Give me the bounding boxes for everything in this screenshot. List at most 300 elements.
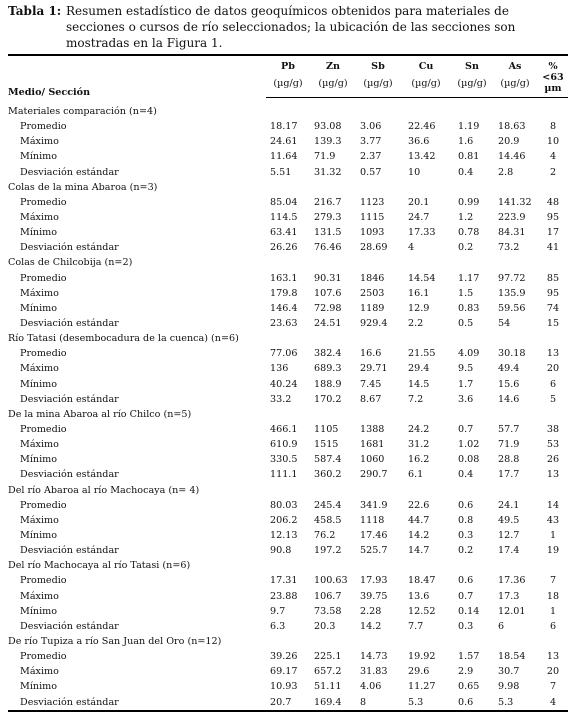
value-cell: 29.6	[408, 666, 430, 678]
value-cell: 2.2	[408, 318, 424, 330]
value-cell: 3.6	[458, 393, 474, 405]
value-cell: 4	[408, 242, 415, 254]
value-cell: 0.57	[360, 166, 382, 178]
value-cell: 28.69	[360, 242, 388, 254]
value-cell: 13	[546, 651, 560, 663]
table-row	[8, 619, 568, 634]
value-cell: 6.3	[270, 620, 286, 632]
value-cell: 12.7	[498, 530, 520, 541]
value-cell: 5.51	[270, 166, 292, 178]
value-cell: 22.46	[408, 121, 436, 133]
value-cell: 135.9	[498, 287, 526, 299]
value-cell: 97.72	[498, 272, 526, 284]
table-row	[8, 195, 568, 210]
stat-label: Desviación estándar	[20, 620, 119, 632]
value-cell: 0.78	[458, 227, 480, 239]
value-cell: 1.5	[458, 287, 474, 299]
section-title: Río Tatasi (desembocadura de la cuenca) (n=6)	[8, 333, 239, 345]
value-cell: 20	[546, 363, 560, 375]
value-cell: 114.5	[270, 212, 298, 224]
stat-label: Mínimo	[20, 530, 58, 541]
table-row	[8, 301, 568, 316]
stat-label: Desviación estándar	[20, 318, 119, 330]
header-sb: Sb	[356, 55, 400, 72]
value-cell: 341.9	[360, 499, 388, 511]
value-cell: 20	[546, 666, 560, 678]
stat-label: Máximo	[20, 136, 59, 148]
table-row	[8, 604, 568, 619]
table-row	[8, 149, 568, 164]
value-cell: 1.2	[458, 212, 474, 224]
value-cell: 1.57	[458, 651, 480, 663]
unit-pb: (µg/g)	[266, 72, 310, 98]
value-cell: 107.6	[314, 287, 342, 299]
value-cell: 16.2	[408, 454, 430, 466]
value-cell: 279.3	[314, 212, 342, 224]
value-cell: 77.06	[270, 348, 298, 360]
value-cell: 16.6	[360, 348, 382, 360]
header-percent: %	[538, 55, 568, 72]
value-cell: 5.3	[400, 694, 452, 710]
value-cell: 19	[546, 545, 560, 557]
table-row	[8, 573, 568, 588]
table-row	[8, 452, 568, 467]
table-row	[8, 316, 568, 331]
value-cell: 1093	[360, 227, 385, 239]
value-cell: 24.7	[408, 212, 430, 224]
value-cell: 6	[498, 620, 505, 632]
value-cell: 0.6	[458, 499, 474, 511]
value-cell: 59.56	[498, 302, 526, 314]
section-row	[8, 407, 568, 422]
stat-label: Desviación estándar	[20, 242, 119, 254]
value-cell: 85.04	[270, 196, 298, 208]
value-cell: 12.9	[408, 302, 430, 314]
table-row	[8, 664, 568, 679]
value-cell: 12.01	[498, 605, 526, 617]
value-cell: 71.9	[314, 151, 336, 163]
value-cell: 0.65	[458, 681, 480, 693]
table-row	[8, 392, 568, 407]
table-row	[8, 694, 568, 710]
value-cell: 9.98	[498, 681, 520, 693]
value-cell: 1105	[314, 424, 339, 436]
value-cell: 13	[546, 348, 560, 360]
stat-label: Máximo	[20, 212, 59, 224]
value-cell: 106.7	[314, 590, 342, 602]
stat-label: Promedio	[20, 196, 67, 208]
section-row	[8, 104, 568, 119]
value-cell: 36.6	[408, 136, 430, 148]
header-pb: Pb	[266, 55, 310, 72]
value-cell: 216.7	[314, 196, 342, 208]
value-cell: 163.1	[270, 272, 298, 284]
value-cell: 18.54	[498, 651, 526, 663]
value-cell: 10	[408, 166, 421, 178]
value-cell: 0.5	[458, 318, 474, 330]
value-cell: 24.51	[314, 318, 342, 330]
value-cell: 76.46	[314, 242, 342, 254]
value-cell: 39.75	[360, 590, 388, 602]
table-row	[8, 346, 568, 361]
value-cell: 330.5	[270, 454, 298, 466]
table-body	[8, 98, 568, 711]
value-cell: 84.31	[498, 227, 526, 239]
table-row	[8, 165, 568, 180]
header-sn: Sn	[452, 55, 492, 72]
table-caption	[8, 3, 568, 51]
section-row	[8, 180, 568, 195]
value-cell: 26	[546, 454, 560, 466]
value-cell: 3.06	[360, 121, 382, 133]
value-cell: 0.4	[458, 469, 474, 481]
stat-label: Promedio	[20, 575, 67, 587]
value-cell: 24.1	[498, 499, 520, 511]
value-cell: 17.46	[360, 530, 388, 541]
value-cell: 587.4	[314, 454, 342, 466]
value-cell: 7	[549, 575, 557, 587]
value-cell: 54	[498, 318, 511, 330]
table-row	[8, 240, 568, 255]
value-cell: 14.7	[408, 545, 430, 557]
section-row	[8, 255, 568, 270]
table-row	[8, 210, 568, 225]
value-cell: 13.42	[408, 151, 436, 163]
value-cell: 1388	[360, 424, 385, 436]
value-cell: 0.81	[458, 151, 480, 163]
value-cell: 33.2	[270, 393, 292, 405]
table-row	[8, 422, 568, 437]
stat-label: Mínimo	[20, 681, 58, 693]
value-cell: 76.2	[314, 530, 336, 541]
value-cell: 2503	[360, 287, 385, 299]
section-title: De la mina Abaroa al río Chilco (n=5)	[8, 408, 192, 420]
value-cell: 43	[546, 514, 560, 526]
value-cell: 23.63	[270, 318, 298, 330]
stat-label: Promedio	[20, 499, 67, 511]
value-cell: 48	[546, 196, 560, 208]
value-cell: 0.7	[458, 590, 474, 602]
stat-label: Mínimo	[20, 454, 58, 466]
stat-label: Mínimo	[20, 378, 58, 390]
value-cell: 6	[549, 620, 557, 632]
value-cell: 40.24	[270, 378, 298, 390]
value-cell: 73.2	[498, 242, 520, 254]
table-row	[8, 271, 568, 286]
table-row	[8, 286, 568, 301]
table-row	[8, 543, 568, 558]
header-row-names	[8, 55, 568, 72]
value-cell: 206.2	[270, 514, 298, 526]
value-cell: 38	[546, 424, 560, 436]
value-cell: 1123	[360, 196, 385, 208]
value-cell: 0.2	[458, 545, 474, 557]
value-cell: 8	[549, 121, 557, 133]
value-cell: 179.8	[270, 287, 298, 299]
unit-fraction: <63 µm	[538, 72, 568, 98]
value-cell: 13	[546, 469, 560, 481]
section-title: Del río Abaroa al río Machocaya (n= 4)	[8, 484, 200, 496]
value-cell: 1.6	[458, 136, 474, 148]
stat-label: Desviación estándar	[20, 393, 119, 405]
value-cell: 24.2	[408, 424, 430, 436]
value-cell: 382.4	[314, 348, 342, 360]
stat-label: Máximo	[20, 287, 59, 299]
value-cell: 11.64	[270, 151, 298, 163]
stat-label: Máximo	[20, 666, 59, 678]
value-cell: 2.8	[498, 166, 514, 178]
stat-label: Desviación estándar	[8, 694, 266, 710]
value-cell: 17.93	[360, 575, 388, 587]
stat-label: Promedio	[20, 424, 67, 436]
value-cell: 0.2	[458, 242, 474, 254]
stat-label: Mínimo	[20, 302, 58, 314]
value-cell: 7.7	[408, 620, 424, 632]
table-row	[8, 225, 568, 240]
value-cell: 11.27	[408, 681, 436, 693]
value-cell: 929.4	[360, 318, 388, 330]
stat-label: Promedio	[20, 651, 67, 663]
value-cell: 20.3	[314, 620, 336, 632]
value-cell: 44.7	[408, 514, 430, 526]
value-cell: 170.2	[314, 393, 342, 405]
value-cell: 95	[546, 287, 560, 299]
value-cell: 657.2	[314, 666, 342, 678]
value-cell: 1	[549, 530, 557, 541]
value-cell: 7.45	[360, 378, 382, 390]
value-cell: 53	[546, 439, 560, 451]
stat-label: Desviación estándar	[20, 545, 119, 557]
stat-label: Máximo	[20, 590, 59, 602]
table-row	[8, 119, 568, 134]
value-cell: 10.93	[270, 681, 298, 693]
value-cell: 4.06	[360, 681, 382, 693]
value-cell: 20.7	[266, 694, 310, 710]
value-cell: 17.7	[498, 469, 520, 481]
value-cell: 136	[270, 363, 289, 375]
value-cell: 71.9	[498, 439, 520, 451]
table-row	[8, 134, 568, 149]
value-cell: 17	[546, 227, 560, 239]
value-cell: 1681	[360, 439, 385, 451]
value-cell: 1.17	[458, 272, 480, 284]
section-title: Colas de Chilcobija (n=2)	[8, 257, 133, 269]
value-cell: 360.2	[314, 469, 342, 481]
value-cell: 131.5	[314, 227, 342, 239]
section-row	[8, 483, 568, 498]
value-cell: 111.1	[270, 469, 298, 481]
value-cell: 90.31	[314, 272, 342, 284]
value-cell: 1846	[360, 272, 385, 284]
header-cu: Cu	[400, 55, 452, 72]
value-cell: 29.71	[360, 363, 388, 375]
unit-sb: (µg/g)	[356, 72, 400, 98]
value-cell: 17.33	[408, 227, 436, 239]
value-cell: 63.41	[270, 227, 298, 239]
value-cell: 31.2	[408, 439, 430, 451]
value-cell: 6	[549, 378, 557, 390]
value-cell: 169.4	[310, 694, 356, 710]
table-row	[8, 528, 568, 543]
value-cell: 14.2	[408, 530, 430, 541]
stat-label: Mínimo	[20, 151, 58, 163]
unit-zn: (µg/g)	[310, 72, 356, 98]
table-row	[8, 437, 568, 452]
value-cell: 12.52	[408, 605, 436, 617]
value-cell: 1189	[360, 302, 385, 314]
value-cell: 4	[549, 151, 557, 163]
value-cell: 188.9	[314, 378, 342, 390]
value-cell: 8.67	[360, 393, 382, 405]
value-cell: 14.54	[408, 272, 436, 284]
value-cell: 2.37	[360, 151, 382, 163]
value-cell: 31.83	[360, 666, 388, 678]
table-row	[8, 498, 568, 513]
value-cell: 29.4	[408, 363, 430, 375]
section-title: Colas de la mina Abaroa (n=3)	[8, 181, 158, 193]
value-cell: 245.4	[314, 499, 342, 511]
table-row	[8, 679, 568, 694]
value-cell: 23.88	[270, 590, 298, 602]
value-cell: 0.7	[458, 424, 474, 436]
value-cell: 1515	[314, 439, 339, 451]
stat-label: Máximo	[20, 514, 59, 526]
table-row	[8, 361, 568, 376]
value-cell: 0.6	[452, 694, 492, 710]
table-row	[8, 377, 568, 392]
stat-label: Mínimo	[20, 605, 58, 617]
value-cell: 57.7	[498, 424, 520, 436]
stat-label: Desviación estándar	[20, 469, 119, 481]
value-cell: 93.08	[314, 121, 342, 133]
value-cell: 28.8	[498, 454, 520, 466]
value-cell: 1.19	[458, 121, 480, 133]
unit-cu: (µg/g)	[400, 72, 452, 98]
value-cell: 14.6	[498, 393, 520, 405]
value-cell: 14	[546, 499, 560, 511]
value-cell: 197.2	[314, 545, 342, 557]
value-cell: 13.6	[408, 590, 430, 602]
value-cell: 20.1	[408, 196, 430, 208]
value-cell: 30.18	[498, 348, 526, 360]
value-cell: 21.55	[408, 348, 436, 360]
value-cell: 1118	[360, 514, 385, 526]
value-cell: 72.98	[314, 302, 342, 314]
value-cell: 9.7	[270, 605, 286, 617]
value-cell: 14.46	[498, 151, 526, 163]
value-cell: 16.1	[408, 287, 430, 299]
value-cell: 17.3	[498, 590, 520, 602]
value-cell: 95	[546, 212, 560, 224]
section-row	[8, 331, 568, 346]
section-title: Del río Machocaya al río Tatasi (n=6)	[8, 560, 191, 572]
value-cell: 20.9	[498, 136, 520, 148]
stat-label: Mínimo	[20, 227, 58, 239]
value-cell: 1	[549, 605, 557, 617]
value-cell: 41	[546, 242, 560, 254]
value-cell: 15	[546, 318, 560, 330]
value-cell: 0.83	[458, 302, 480, 314]
value-cell: 0.4	[458, 166, 474, 178]
value-cell: 69.17	[270, 666, 298, 678]
table-row	[8, 649, 568, 664]
value-cell: 18	[546, 590, 560, 602]
unit-as: (µg/g)	[492, 72, 538, 98]
section-title: De río Tupiza a río San Juan del Oro (n=12)	[8, 635, 222, 647]
value-cell: 5.3	[492, 694, 538, 710]
value-cell: 290.7	[360, 469, 388, 481]
value-cell: 19.92	[408, 651, 436, 663]
value-cell: 10	[546, 136, 560, 148]
value-cell: 9.5	[458, 363, 474, 375]
value-cell: 141.32	[498, 196, 532, 208]
header-zn: Zn	[310, 55, 356, 72]
value-cell: 1.7	[458, 378, 474, 390]
header-section-col: Medio/ Sección	[8, 55, 266, 98]
table-row	[8, 589, 568, 604]
stat-label: Máximo	[20, 363, 59, 375]
value-cell: 49.5	[498, 514, 520, 526]
value-cell: 0.8	[458, 514, 474, 526]
section-title: Materiales comparación (n=4)	[8, 106, 157, 118]
document-page	[8, 0, 568, 712]
value-cell: 30.7	[498, 666, 520, 678]
value-cell: 139.3	[314, 136, 342, 148]
stat-label: Promedio	[20, 272, 67, 284]
value-cell: 17.31	[270, 575, 298, 587]
value-cell: 458.5	[314, 514, 342, 526]
value-cell: 0.6	[458, 575, 474, 587]
value-cell: 12.13	[270, 530, 298, 541]
value-cell: 90.8	[270, 545, 292, 557]
value-cell: 24.61	[270, 136, 298, 148]
value-cell: 51.11	[314, 681, 342, 693]
value-cell: 100.63	[314, 575, 348, 587]
value-cell: 31.32	[314, 166, 342, 178]
value-cell: 18.63	[498, 121, 526, 133]
value-cell: 39.26	[270, 651, 298, 663]
value-cell: 5	[549, 393, 557, 405]
header-as: As	[492, 55, 538, 72]
value-cell: 49.4	[498, 363, 520, 375]
caption-label: Tabla 1:	[8, 4, 62, 18]
value-cell: 0.3	[458, 530, 474, 541]
value-cell: 223.9	[498, 212, 526, 224]
value-cell: 14.2	[360, 620, 382, 632]
value-cell: 14.73	[360, 651, 388, 663]
stat-label: Máximo	[20, 439, 59, 451]
value-cell: 3.77	[360, 136, 382, 148]
value-cell: 4.09	[458, 348, 480, 360]
value-cell: 1060	[360, 454, 385, 466]
value-cell: 14.5	[408, 378, 430, 390]
value-cell: 15.6	[498, 378, 520, 390]
value-cell: 0.99	[458, 196, 480, 208]
value-cell: 17.36	[498, 575, 526, 587]
caption-text: Resumen estadístico de datos geoquímicos obtenidos para materiales de secciones o cursos de río seleccionados; la ubicación de las secciones son mostradas en la Figura 1.	[66, 4, 516, 50]
stat-label: Promedio	[20, 348, 67, 360]
value-cell: 73.58	[314, 605, 342, 617]
value-cell: 17.4	[498, 545, 520, 557]
value-cell: 0.08	[458, 454, 480, 466]
value-cell: 6.1	[408, 469, 424, 481]
value-cell: 466.1	[270, 424, 298, 436]
value-cell: 74	[546, 302, 560, 314]
value-cell: 0.14	[458, 605, 480, 617]
stat-label: Promedio	[20, 121, 67, 133]
value-cell: 2.28	[360, 605, 382, 617]
value-cell: 7	[549, 681, 557, 693]
